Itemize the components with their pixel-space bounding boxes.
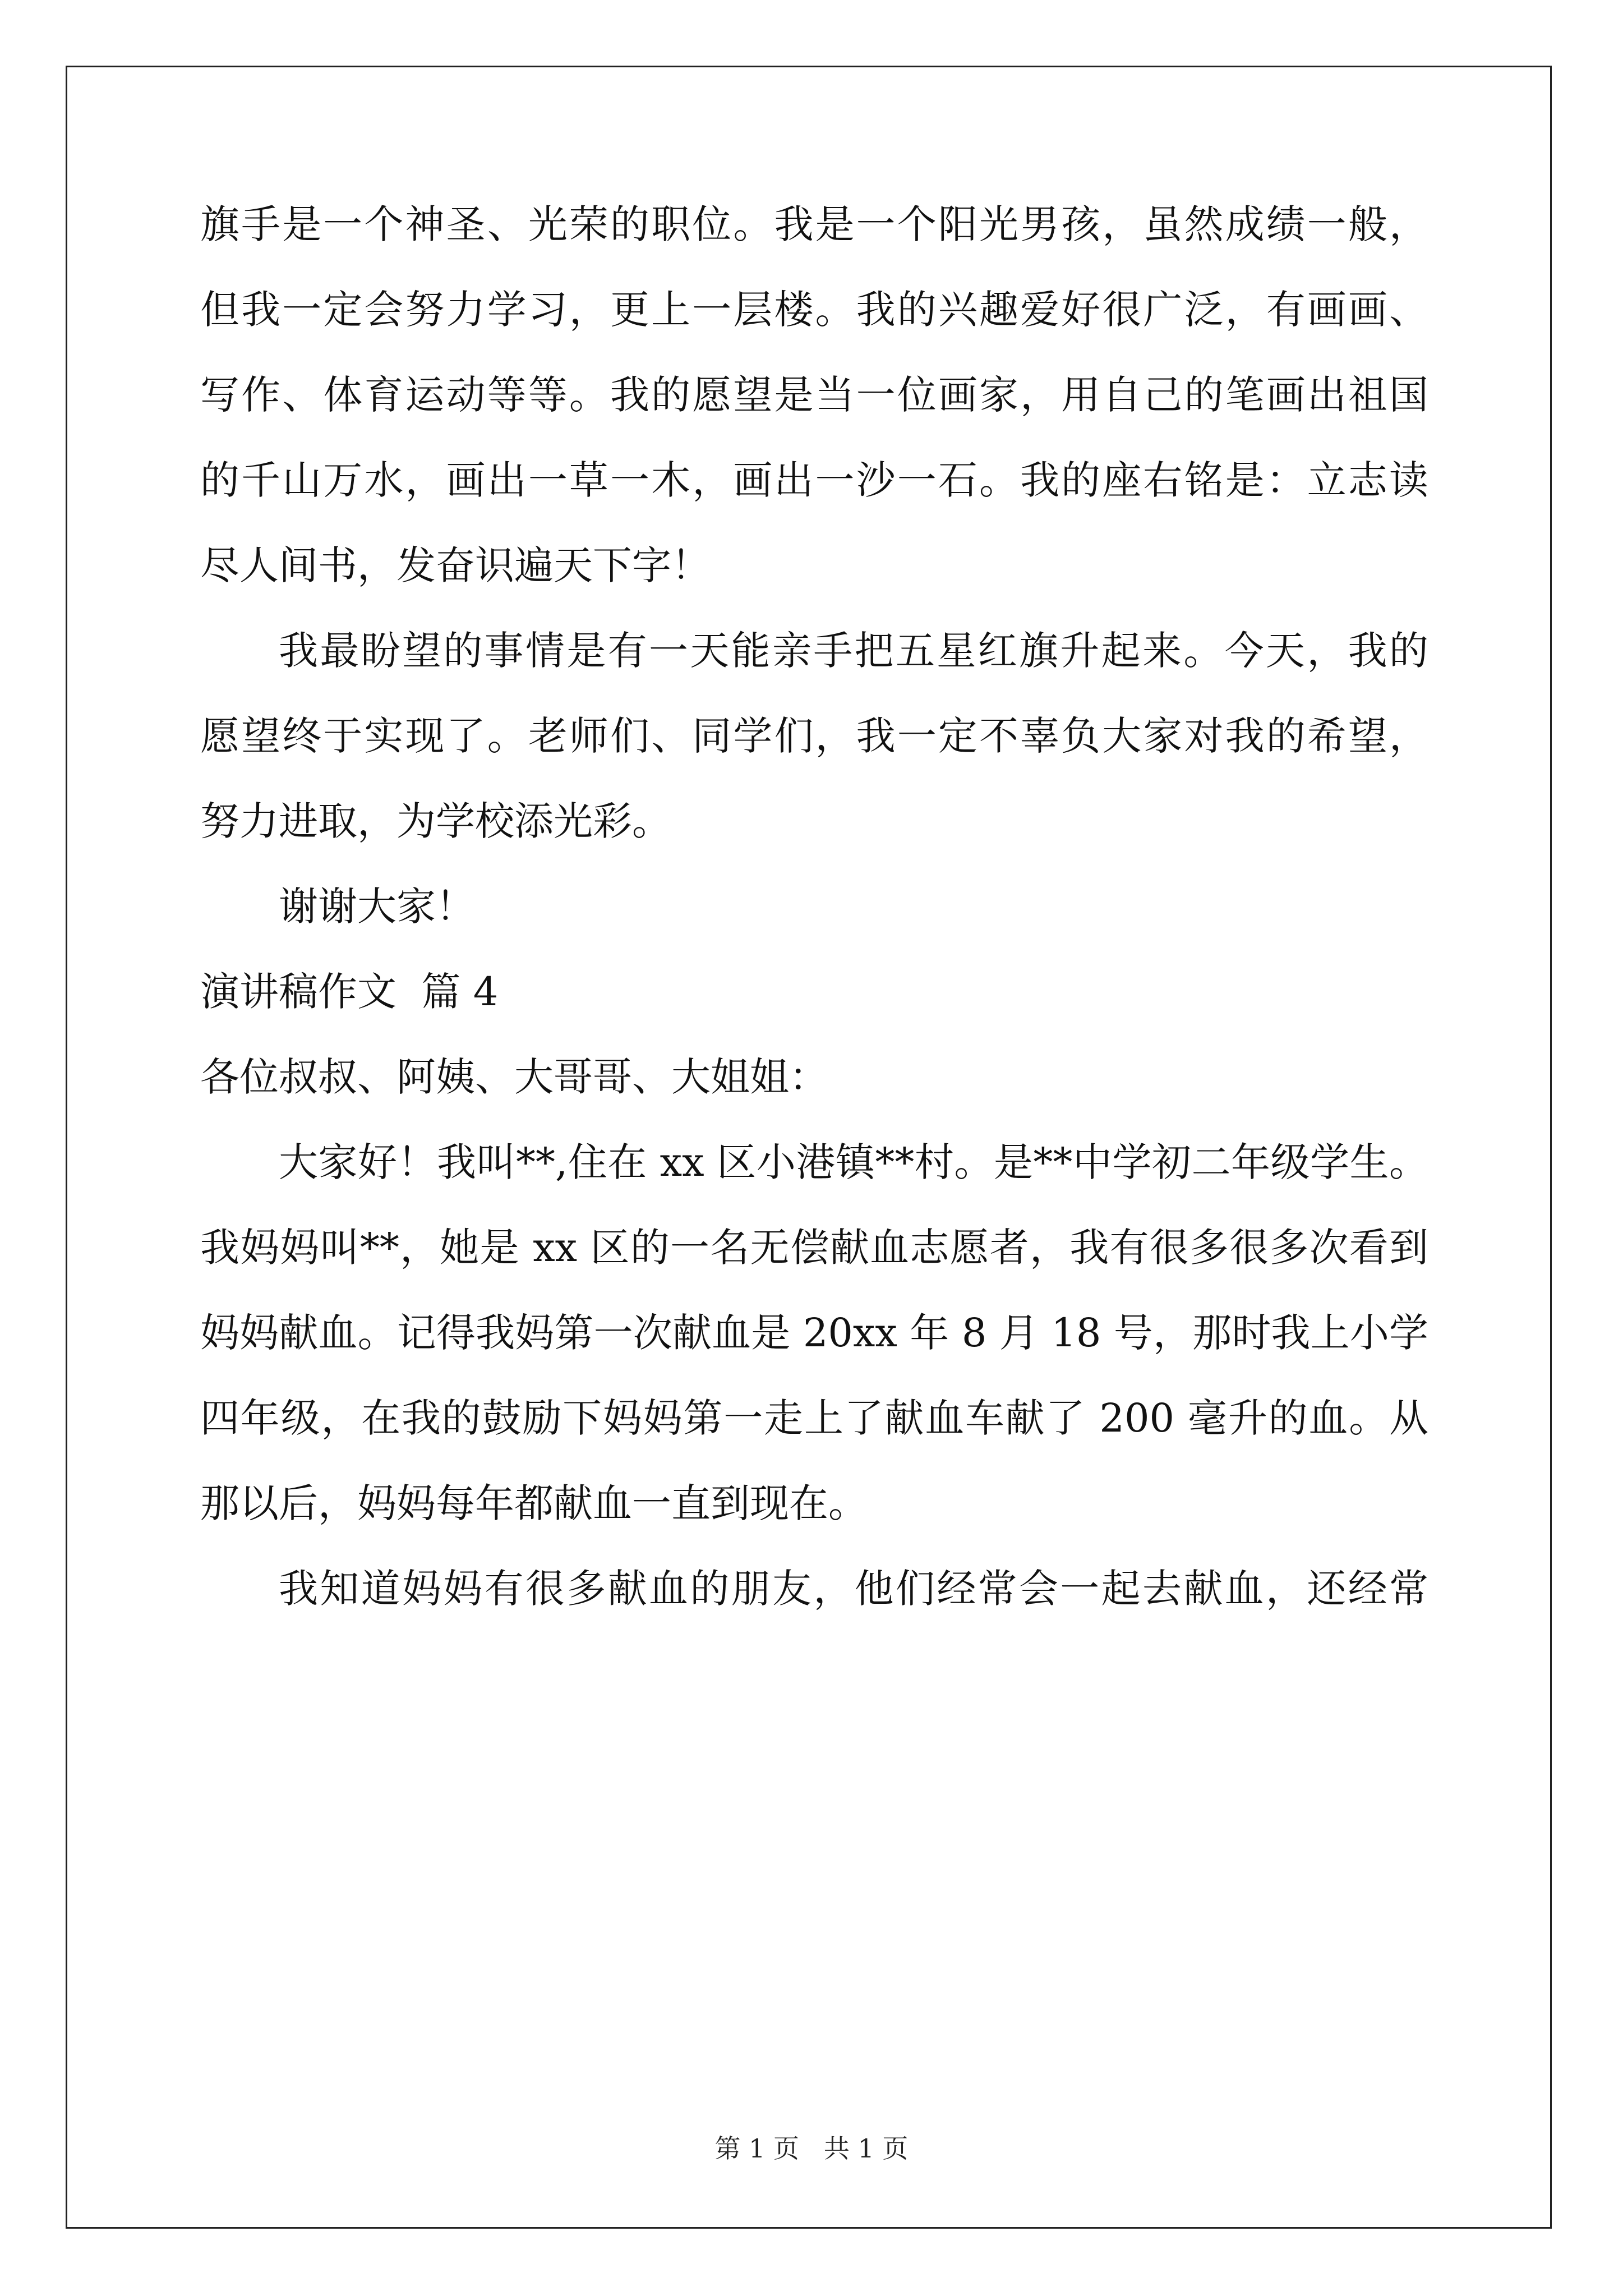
text-line: 四年级，在我的鼓励下妈妈第一走上了献血车献了 200 毫升的血。从 (200, 1395, 1428, 1441)
paragraph-start-line: 大家好！我叫**,住在 xx 区小港镇**村。是**中学初二年级学生。 (279, 1139, 1428, 1185)
text-line: 尽人间书，发奋识遍天下字！ (200, 542, 711, 588)
text-line: 努力进取，为学校添光彩。 (200, 798, 671, 844)
page-footer: 第 1 页 共 1 页 (714, 2133, 909, 2164)
text-line: 妈妈献血。记得我妈第一次献血是 20xx 年 8 月 18 号，那时我上小学 (200, 1310, 1428, 1356)
text-line: 那以后，妈妈每年都献血一直到现在。 (200, 1480, 868, 1526)
text-line: 旗手是一个神圣、光荣的职位。我是一个阳光男孩，虽然成绩一般， (200, 201, 1428, 247)
text-line: 写作、体育运动等等。我的愿望是当一位画家，用自己的笔画出祖国 (200, 372, 1428, 418)
paragraph-start-line: 我知道妈妈有很多献血的朋友，他们经常会一起去献血，还经常 (279, 1566, 1428, 1612)
salutation: 各位叔叔、阿姨、大哥哥、大姐姐： (200, 1054, 828, 1100)
text-line: 的千山万水，画出一草一木，画出一沙一石。我的座右铭是：立志读 (200, 457, 1428, 503)
closing-thanks: 谢谢大家！ (279, 884, 475, 930)
text-line: 我妈妈叫**，她是 xx 区的一名无偿献血志愿者，我有很多很多次看到 (200, 1225, 1428, 1271)
text-line: 愿望终于实现了。老师们、同学们，我一定不辜负大家对我的希望， (200, 713, 1428, 759)
section-heading: 演讲稿作文 篇 4 (200, 969, 499, 1015)
text-line: 但我一定会努力学习，更上一层楼。我的兴趣爱好很广泛，有画画、 (200, 287, 1428, 333)
paragraph-start-line: 我最盼望的事情是有一天能亲手把五星红旗升起来。今天，我的 (279, 628, 1428, 674)
